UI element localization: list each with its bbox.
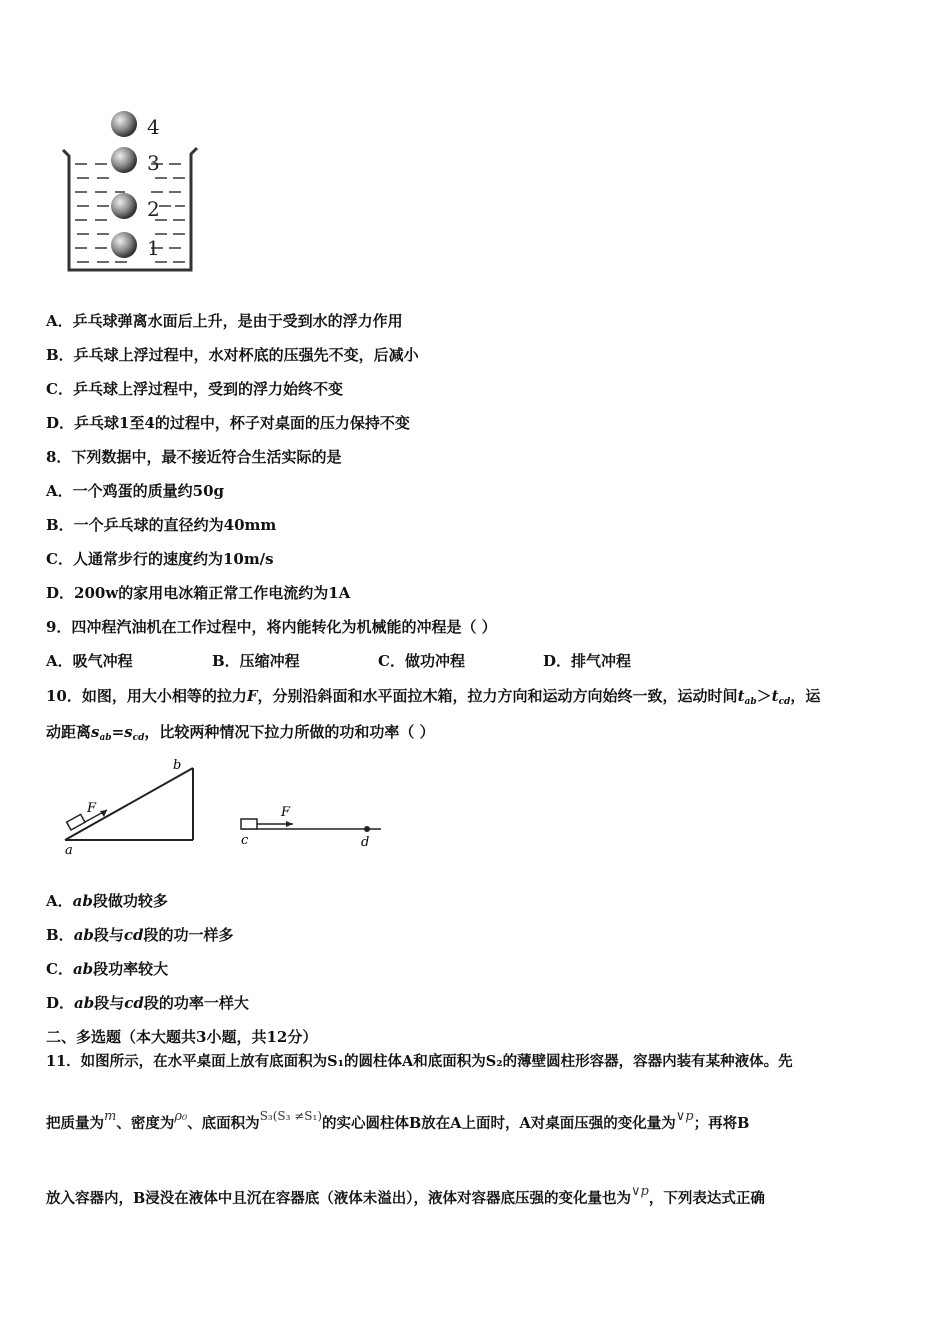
q8-stem: 8．下列数据中，最不接近符合生活实际的是: [46, 448, 342, 466]
ball-1: [111, 232, 137, 258]
ball-3: [111, 147, 137, 173]
q10-option-d: D．ab段与cd段的功率一样大: [46, 994, 249, 1012]
q10-stem-line2: 动距离$s_{ab}=s_{cd}$，比较两种情况下拉力所做的功和功率（ ）: [46, 723, 435, 743]
section-heading: 二、多选题（本大题共3小题，共12分）: [46, 1028, 318, 1046]
ball-label-2: 2: [147, 197, 160, 221]
ball-label-3: 3: [147, 151, 160, 175]
fig-label-F2: F: [281, 805, 291, 820]
fig-label-F1: F: [87, 801, 97, 816]
q10-option-a: A．ab段做功较多: [46, 892, 168, 910]
q9-option-c: C．做功冲程: [378, 652, 465, 670]
q8-option-a: A．一个鸡蛋的质量约50g: [46, 482, 225, 500]
q7-option-c: C．乒乓球上浮过程中，受到的浮力始终不变: [46, 380, 343, 398]
q8-option-b: B．一个乒乓球的直径约为40mm: [46, 516, 277, 534]
q10-option-b: B．ab段与cd段的功一样多: [46, 926, 234, 944]
q10-figure: [55, 756, 395, 856]
ball-label-1: 1: [147, 236, 160, 260]
fig-label-a: a: [65, 843, 73, 856]
q7-option-a: A．乒乓球弹离水面后上升，是由于受到水的浮力作用: [46, 312, 403, 330]
q10-stem-line1: 10．如图，用大小相等的拉力F，分别沿斜面和水平面拉木箱，拉力方向和运动方向始终一致，运动时间$t_{ab}>t_{cd}$，运: [46, 687, 821, 707]
q9-option-a: A．吸气冲程: [46, 652, 133, 670]
ball-label-4: 4: [147, 115, 160, 139]
beaker-figure: [55, 108, 205, 280]
q8-option-d: D．200w的家用电冰箱正常工作电流约为1A: [46, 584, 351, 602]
q7-option-b: B．乒乓球上浮过程中，水对杯底的压强先不变，后减小: [46, 346, 419, 364]
ball-2: [111, 193, 137, 219]
ball-4: [111, 111, 137, 137]
q10-option-c: C．ab段功率较大: [46, 960, 169, 978]
q11-line1: 11．如图所示，在水平桌面上放有底面积为S₁的圆柱体A和底面积为S₂的薄壁圆柱形容器，容器内装有某种液体。先: [46, 1053, 793, 1070]
fig-label-d: d: [361, 835, 370, 850]
q7-option-d: D．乒乓球1至4的过程中，杯子对桌面的压力保持不变: [46, 414, 410, 432]
fig-label-c: c: [241, 833, 249, 848]
q11-line3: 放入容器内，B浸没在液体中且沉在容器底（液体未溢出），液体对容器底压强的变化量也为∨p，下列表达式正确: [46, 1184, 765, 1207]
q9-option-d: D．排气冲程: [543, 652, 632, 670]
fig-label-b: b: [173, 758, 182, 773]
q11-line2: 把质量为m、密度为ρ₀、底面积为$^{S_3(S_3 \ne S_1)}$的实心圆柱体B放在A上面时，A对桌面压强的变化量为∨p；再将B: [46, 1109, 750, 1132]
q9-option-b: B．压缩冲程: [212, 652, 300, 670]
q8-option-c: C．人通常步行的速度约为10m/s: [46, 550, 274, 568]
q9-stem: 9．四冲程汽油机在工作过程中，将内能转化为机械能的冲程是（ ）: [46, 618, 497, 636]
